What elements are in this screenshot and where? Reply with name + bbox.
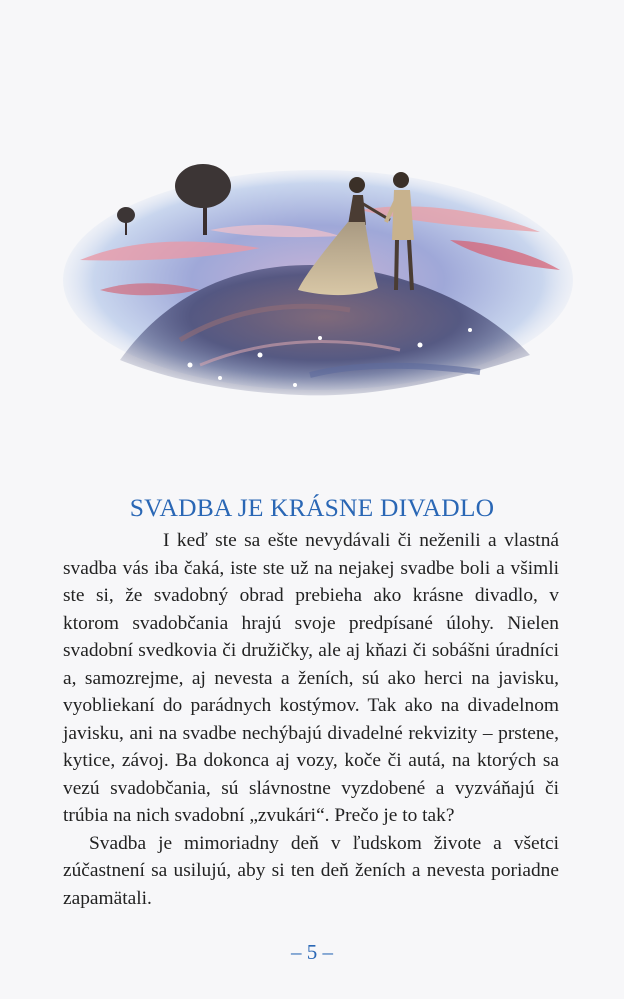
chapter-body — [63, 527, 559, 912]
chapter-title: SVADBA JE KRÁSNE DIVADLO — [129, 493, 495, 523]
paragraph: I keď ste sa ešte nevydávali či neženili a vlastná svadba vás iba čaká, iste ste už na nejakej svadbe boli a všimli ste si, že svadobný obrad prebieha ako krásne divadlo, v ktorom svadobčania hrajú svoje predpísané úlohy. Nielen svadobní svedkovia či družičky, ale aj kňazi či sobášni úradníci a, samozrejme, aj nevesta a ženích, sú ako herci na javisku, vyobliekaní do parádnych kostýmov. Tak ako na divadelnom javisku, ani na svadbe nechýbajú divadelné rekvizity – prstene, kytice, závoj. Ba dokonca aj vozy, koče či autá, na ktorých sa vezú svadobčania, sú slávnostne vyzdobené a vyzváňajú či trúbia na nich svadobní „zvukári“. Prečo je to tak? — [63, 530, 559, 826]
page-number: – 5 – — [291, 940, 333, 964]
paragraph: Svadba je mimoriadny deň v ľudskom živote a všetci zúčastnení sa usilujú, aby si ten deň ženích a nevesta poriadne zapamätali. — [63, 832, 559, 909]
wedding-couple-illustration — [60, 140, 575, 410]
